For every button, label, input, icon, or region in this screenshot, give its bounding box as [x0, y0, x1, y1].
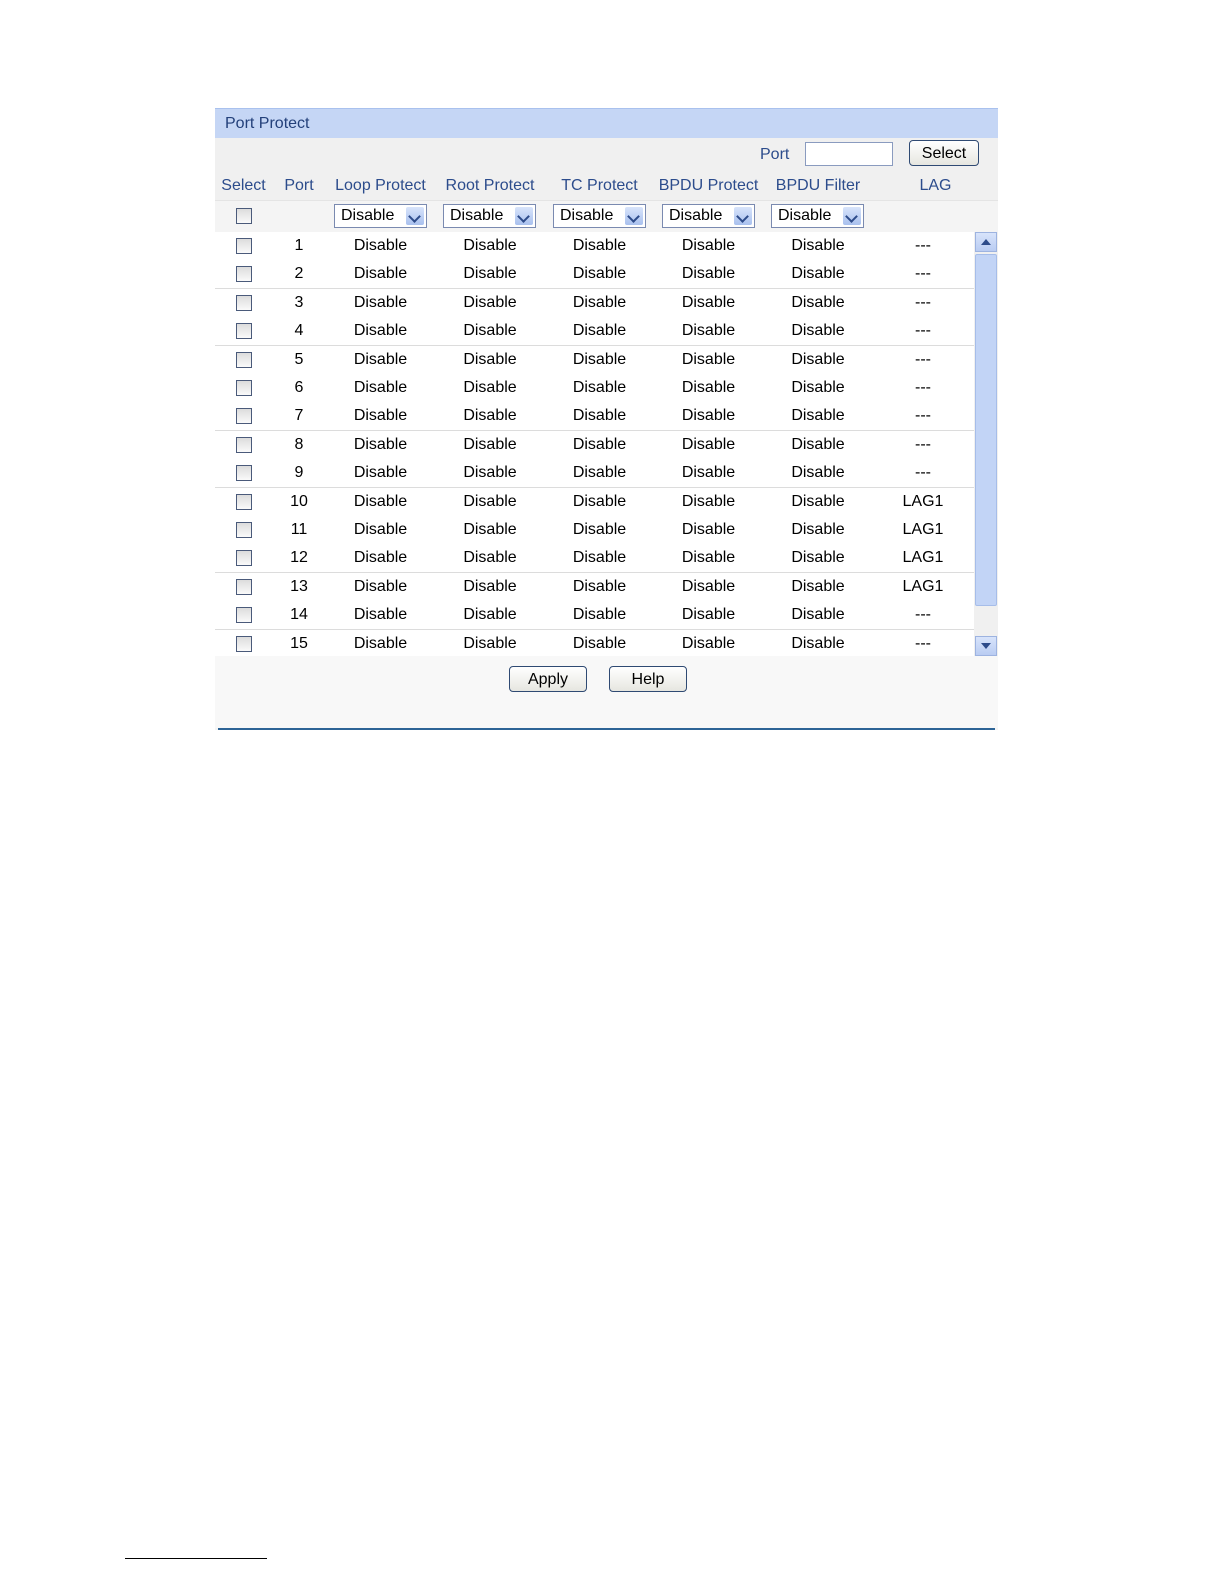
bpdu-protect-value: Disable	[681, 350, 736, 368]
row-select-checkbox[interactable]	[236, 295, 252, 311]
row-select-checkbox[interactable]	[236, 636, 252, 652]
loop-protect-value: Disable	[353, 464, 408, 482]
loop-protect-value: Disable	[353, 350, 408, 368]
lag-value: ---	[915, 634, 931, 652]
table-row	[215, 630, 974, 656]
table-row	[215, 232, 974, 261]
chevron-down-icon	[843, 207, 861, 225]
col-header-loop-protect: Loop Protect	[335, 177, 426, 194]
loop-protect-value: Disable	[353, 322, 408, 340]
bulk-bpdu-filter-value: Disable	[778, 207, 832, 224]
port-number: 2	[294, 265, 304, 283]
root-protect-value: Disable	[463, 577, 517, 595]
port-protect-panel	[215, 108, 998, 730]
row-select-checkbox[interactable]	[236, 323, 252, 339]
loop-protect-value: Disable	[353, 379, 408, 396]
loop-protect-value: Disable	[353, 606, 408, 624]
lag-value: ---	[915, 435, 931, 453]
chevron-down-icon	[734, 207, 752, 225]
bpdu-protect-value: Disable	[681, 435, 736, 453]
bpdu-protect-value: Disable	[681, 464, 736, 482]
loop-protect-value: Disable	[353, 521, 408, 538]
port-number: 4	[294, 322, 304, 340]
root-protect-value: Disable	[463, 322, 517, 340]
lag-value: ---	[915, 407, 931, 425]
tc-protect-value: Disable	[572, 606, 627, 624]
port-number: 1	[294, 237, 304, 254]
select-button[interactable]: Select	[909, 140, 979, 166]
port-search-input[interactable]	[805, 142, 893, 166]
col-header-root-protect: Root Protect	[445, 177, 535, 194]
section-divider	[218, 728, 995, 730]
root-protect-value: Disable	[463, 492, 517, 510]
port-number: 9	[294, 464, 304, 482]
tc-protect-value: Disable	[572, 435, 627, 453]
root-protect-value: Disable	[463, 237, 517, 254]
col-header-bpdu-protect: BPDU Protect	[658, 177, 759, 194]
lag-value: ---	[915, 322, 931, 340]
col-header-select: Select	[221, 177, 266, 194]
bpdu-filter-value: Disable	[791, 492, 845, 510]
bpdu-protect-value: Disable	[681, 237, 736, 254]
bpdu-filter-value: Disable	[791, 379, 845, 396]
chevron-down-icon	[625, 207, 643, 225]
port-number: 5	[294, 350, 304, 368]
lag-value: LAG1	[902, 577, 944, 595]
loop-protect-value: Disable	[353, 634, 408, 652]
lag-value: ---	[915, 379, 931, 396]
bpdu-filter-value: Disable	[791, 407, 845, 425]
port-number: 8	[294, 435, 304, 453]
loop-protect-value: Disable	[353, 577, 408, 595]
row-select-checkbox[interactable]	[236, 522, 252, 538]
lag-value: LAG1	[902, 492, 944, 510]
bulk-tc-protect-value: Disable	[560, 207, 614, 224]
lag-value: ---	[915, 237, 931, 254]
tc-protect-value: Disable	[572, 265, 627, 283]
root-protect-value: Disable	[463, 379, 517, 396]
lag-value: LAG1	[902, 521, 944, 538]
col-header-lag: LAG	[919, 177, 952, 194]
table-row	[215, 573, 974, 602]
row-select-checkbox[interactable]	[236, 494, 252, 510]
port-number: 11	[290, 521, 308, 538]
port-number: 13	[290, 577, 308, 595]
tc-protect-value: Disable	[572, 407, 627, 425]
table-row	[215, 601, 974, 630]
lag-value: ---	[915, 293, 931, 311]
root-protect-value: Disable	[463, 521, 517, 538]
table-row	[215, 431, 974, 460]
tc-protect-value: Disable	[572, 293, 627, 311]
select-all-checkbox[interactable]	[236, 208, 252, 224]
chevron-down-icon	[406, 207, 424, 225]
bulk-bpdu-filter-select[interactable]	[771, 204, 864, 228]
col-header-port: Port	[284, 177, 314, 194]
root-protect-value: Disable	[463, 634, 517, 652]
bpdu-protect-value: Disable	[681, 492, 736, 510]
port-search-label: Port	[760, 146, 790, 163]
port-table	[215, 232, 998, 656]
table-row	[215, 260, 974, 289]
help-button[interactable]: Help	[609, 666, 687, 692]
row-select-checkbox[interactable]	[236, 579, 252, 595]
bpdu-protect-value: Disable	[681, 634, 736, 652]
tc-protect-value: Disable	[572, 350, 627, 368]
table-row	[215, 374, 974, 403]
root-protect-value: Disable	[463, 265, 517, 283]
bulk-bpdu-protect-value: Disable	[669, 207, 723, 224]
bpdu-protect-value: Disable	[681, 265, 736, 283]
tc-protect-value: Disable	[572, 322, 627, 340]
bpdu-filter-value: Disable	[791, 577, 845, 595]
table-row	[215, 459, 974, 488]
table-scrollbar[interactable]	[974, 232, 998, 656]
bpdu-protect-value: Disable	[681, 521, 736, 538]
bpdu-protect-value: Disable	[681, 407, 736, 425]
row-select-checkbox[interactable]	[236, 408, 252, 424]
bulk-root-protect-value: Disable	[450, 207, 504, 224]
bulk-root-protect-select[interactable]	[443, 204, 536, 228]
bpdu-filter-value: Disable	[791, 293, 845, 311]
port-number: 7	[294, 407, 304, 425]
bpdu-filter-value: Disable	[791, 549, 845, 567]
row-select-checkbox[interactable]	[236, 352, 252, 368]
table-row	[215, 544, 974, 573]
bpdu-protect-value: Disable	[681, 606, 736, 624]
loop-protect-value: Disable	[353, 435, 408, 453]
panel-title: Port Protect	[215, 108, 998, 139]
tc-protect-value: Disable	[572, 379, 627, 396]
bpdu-filter-value: Disable	[791, 265, 845, 283]
bulk-loop-protect-value: Disable	[341, 207, 395, 224]
bpdu-filter-value: Disable	[791, 464, 845, 482]
col-header-tc-protect: TC Protect	[561, 177, 638, 194]
bpdu-protect-value: Disable	[681, 322, 736, 340]
root-protect-value: Disable	[463, 606, 517, 624]
table-row	[215, 317, 974, 346]
tc-protect-value: Disable	[572, 521, 627, 538]
root-protect-value: Disable	[463, 407, 517, 425]
bpdu-filter-value: Disable	[791, 634, 845, 652]
row-select-checkbox[interactable]	[236, 607, 252, 623]
scroll-up-button[interactable]	[975, 232, 997, 252]
port-number: 14	[290, 606, 308, 624]
row-select-checkbox[interactable]	[236, 380, 252, 396]
table-row	[215, 346, 974, 375]
port-number: 3	[294, 293, 304, 311]
bpdu-protect-value: Disable	[681, 577, 736, 595]
port-search-row	[215, 138, 998, 178]
tc-protect-value: Disable	[572, 492, 627, 510]
row-select-checkbox[interactable]	[236, 550, 252, 566]
tc-protect-value: Disable	[572, 577, 627, 595]
scroll-down-button[interactable]	[975, 636, 997, 656]
lag-value: ---	[915, 265, 931, 283]
loop-protect-value: Disable	[353, 549, 408, 567]
row-select-checkbox[interactable]	[236, 238, 252, 254]
lag-value: ---	[915, 606, 931, 624]
loop-protect-value: Disable	[353, 407, 408, 425]
root-protect-value: Disable	[463, 549, 517, 567]
lag-value: ---	[915, 464, 931, 482]
port-number: 6	[294, 379, 304, 396]
scrollbar-thumb[interactable]	[975, 254, 997, 606]
bpdu-filter-value: Disable	[791, 350, 845, 368]
bpdu-filter-value: Disable	[791, 322, 845, 340]
loop-protect-value: Disable	[353, 237, 408, 254]
bulk-bpdu-protect-select[interactable]	[662, 204, 755, 228]
lag-value: LAG1	[902, 549, 944, 567]
root-protect-value: Disable	[463, 464, 517, 482]
row-select-checkbox[interactable]	[236, 465, 252, 481]
bpdu-filter-value: Disable	[791, 521, 845, 538]
bpdu-filter-value: Disable	[791, 435, 845, 453]
port-number: 15	[290, 634, 308, 652]
bulk-edit-row	[215, 200, 998, 233]
col-header-bpdu-filter: BPDU Filter	[775, 177, 861, 194]
table-row	[215, 289, 974, 318]
port-number: 12	[290, 549, 308, 567]
loop-protect-value: Disable	[353, 293, 408, 311]
loop-protect-value: Disable	[353, 492, 408, 510]
arrow-down-icon	[981, 643, 991, 649]
root-protect-value: Disable	[463, 293, 517, 311]
chevron-down-icon	[515, 207, 533, 225]
table-row	[215, 488, 974, 517]
tc-protect-value: Disable	[572, 549, 627, 567]
root-protect-value: Disable	[463, 350, 517, 368]
arrow-up-icon	[981, 239, 991, 245]
bulk-tc-protect-select[interactable]	[553, 204, 646, 228]
apply-button[interactable]: Apply	[509, 666, 587, 692]
tc-protect-value: Disable	[572, 634, 627, 652]
row-select-checkbox[interactable]	[236, 437, 252, 453]
row-select-checkbox[interactable]	[236, 266, 252, 282]
table-row	[215, 402, 974, 431]
port-number: 10	[290, 492, 308, 510]
tc-protect-value: Disable	[572, 464, 627, 482]
bpdu-filter-value: Disable	[791, 606, 845, 624]
lag-value: ---	[915, 350, 931, 368]
root-protect-value: Disable	[463, 435, 517, 453]
action-bar	[215, 656, 998, 728]
bulk-loop-protect-select[interactable]	[334, 204, 427, 228]
table-row	[215, 516, 974, 545]
tc-protect-value: Disable	[572, 237, 627, 254]
bpdu-protect-value: Disable	[681, 379, 736, 396]
bpdu-protect-value: Disable	[681, 293, 736, 311]
loop-protect-value: Disable	[353, 265, 408, 283]
footnote-rule	[125, 1558, 267, 1559]
bpdu-protect-value: Disable	[681, 549, 736, 567]
bpdu-filter-value: Disable	[791, 237, 845, 254]
